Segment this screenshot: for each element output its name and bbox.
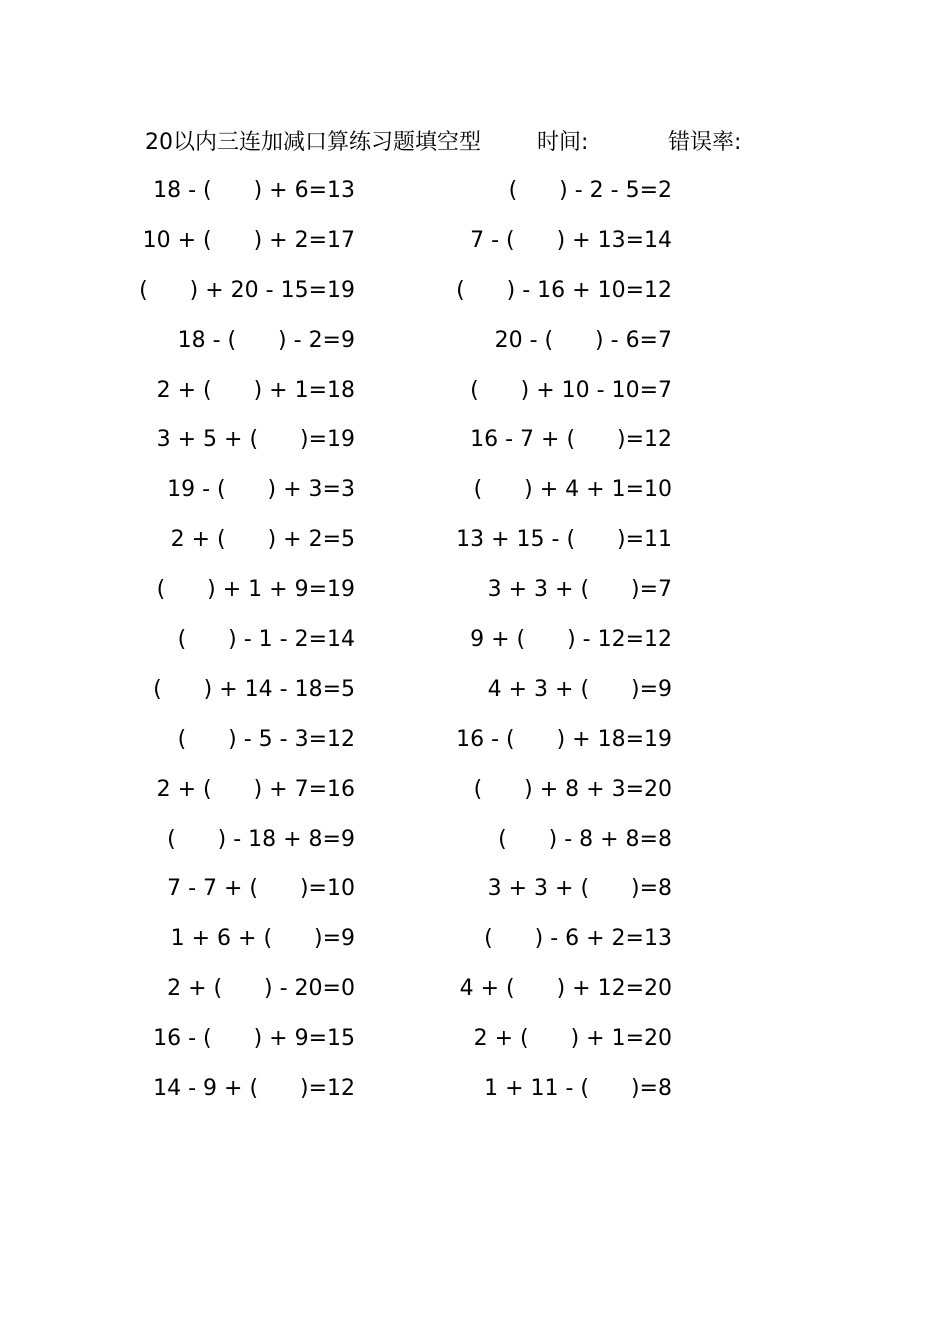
problem-right: 16 - 7 + ( )=12	[470, 427, 672, 453]
problem-row	[0, 672, 950, 722]
problem-left: ( ) + 1 + 9=19	[156, 577, 355, 603]
problem-right: ( ) + 10 - 10=7	[470, 377, 672, 403]
problem-row	[0, 1071, 950, 1121]
problem-left: 2 + ( ) + 2=5	[170, 527, 355, 553]
problem-row	[0, 722, 950, 772]
problem-row	[0, 472, 950, 522]
problem-left: 2 + ( ) + 7=16	[156, 776, 355, 802]
problem-left: 14 - 9 + ( )=12	[153, 1076, 355, 1102]
problem-left: 2 + ( ) + 1=18	[156, 377, 355, 403]
problem-left: 18 - ( ) + 6=13	[153, 178, 355, 203]
problem-left: 3 + 5 + ( )=19	[156, 427, 355, 453]
problem-row	[0, 422, 950, 472]
problem-row	[0, 323, 950, 373]
problem-row	[0, 622, 950, 672]
problem-right: 16 - ( ) + 18=19	[456, 726, 672, 752]
problem-right: 4 + 3 + ( )=9	[487, 676, 672, 702]
time-label: 时间:	[537, 130, 589, 155]
problem-right: 4 + ( ) + 12=20	[459, 976, 672, 1002]
problem-right: ( ) - 6 + 2=13	[484, 926, 672, 952]
problem-right: ( ) + 4 + 1=10	[473, 477, 672, 503]
worksheet-header	[0, 125, 950, 161]
error-rate-label: 错误率:	[668, 130, 742, 155]
problem-left: 18 - ( ) - 2=9	[177, 327, 355, 353]
problem-row	[0, 772, 950, 822]
worksheet-title: 20以内三连加减口算练习题填空型	[145, 130, 481, 155]
problem-left: 16 - ( ) + 9=15	[153, 1026, 355, 1052]
problem-right: 1 + 11 - ( )=8	[484, 1076, 672, 1102]
problem-left: 7 - 7 + ( )=10	[167, 876, 355, 902]
problem-row	[0, 871, 950, 921]
problem-right: 2 + ( ) + 1=20	[473, 1026, 672, 1052]
problem-row	[0, 1021, 950, 1071]
problem-row	[0, 373, 950, 423]
problem-left: ( ) + 20 - 15=19	[139, 277, 355, 303]
problem-row	[0, 921, 950, 971]
problem-right: 20 - ( ) - 6=7	[494, 327, 672, 353]
problem-row	[0, 572, 950, 622]
problem-right: ( ) - 2 - 5=2	[508, 178, 672, 203]
problem-right: 7 - ( ) + 13=14	[470, 227, 672, 253]
problem-left: ( ) - 1 - 2=14	[177, 627, 355, 653]
problem-left: 2 + ( ) - 20=0	[167, 976, 355, 1002]
problem-left: ( ) - 5 - 3=12	[177, 726, 355, 752]
problem-left: 19 - ( ) + 3=3	[167, 477, 355, 503]
problem-right: ( ) - 8 + 8=8	[498, 826, 672, 852]
problem-right: ( ) - 16 + 10=12	[456, 277, 672, 303]
problem-left: 1 + 6 + ( )=9	[170, 926, 355, 952]
problem-left: 10 + ( ) + 2=17	[142, 227, 355, 253]
problem-row	[0, 273, 950, 323]
problem-right: 3 + 3 + ( )=7	[487, 577, 672, 603]
problem-right: ( ) + 8 + 3=20	[473, 776, 672, 802]
problem-left: ( ) - 18 + 8=9	[167, 826, 355, 852]
problem-row	[0, 971, 950, 1021]
problem-left: ( ) + 14 - 18=5	[153, 676, 355, 702]
problem-right: 9 + ( ) - 12=12	[470, 627, 672, 653]
problem-right: 13 + 15 - ( )=11	[456, 527, 672, 553]
problem-row	[0, 223, 950, 273]
problem-row	[0, 173, 950, 223]
problem-row	[0, 522, 950, 572]
problem-grid	[0, 173, 950, 1121]
problem-right: 3 + 3 + ( )=8	[487, 876, 672, 902]
problem-row	[0, 822, 950, 872]
